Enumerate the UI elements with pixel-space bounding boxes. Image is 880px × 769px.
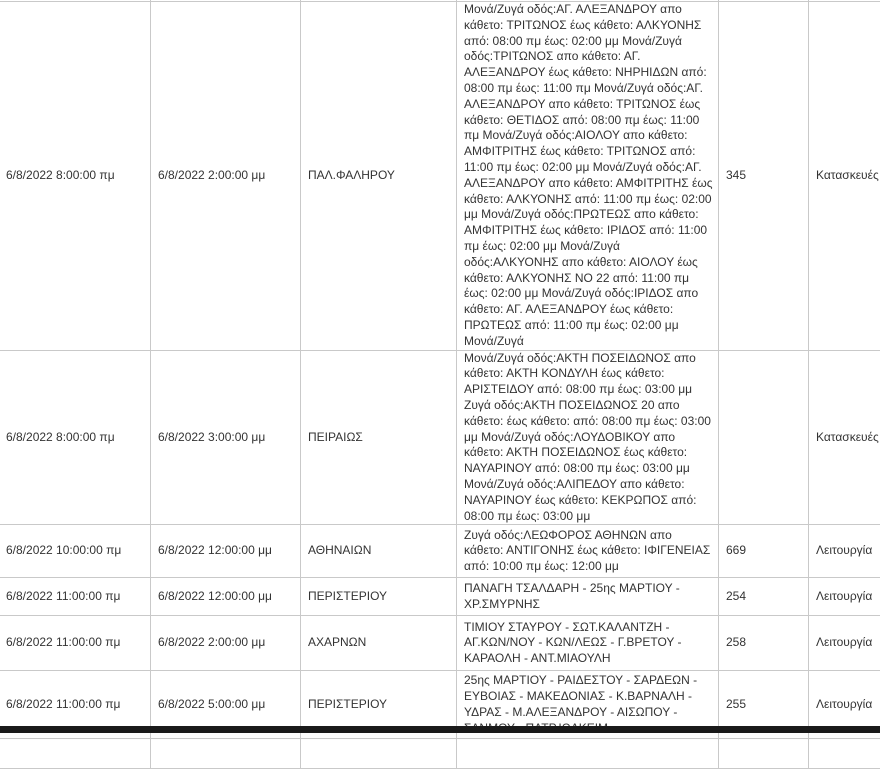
number-cell: 254	[719, 578, 809, 616]
end-time-cell: 6/8/2022 2:00:00 μμ	[151, 2, 301, 351]
table-row	[0, 2, 880, 351]
number-cell: 345	[719, 2, 809, 351]
area-cell: ΠΑΛ.ΦΑΛΗΡΟΥ	[301, 2, 457, 351]
bottom-edge-bar	[0, 726, 880, 733]
empty-cell	[809, 739, 880, 769]
number-cell: 255	[719, 671, 809, 739]
empty-cell	[151, 739, 301, 769]
number-cell: 258	[719, 616, 809, 671]
type-cell: Κατασκευές	[809, 2, 880, 351]
empty-cell	[0, 739, 151, 769]
type-cell: Λειτουργία	[809, 616, 880, 671]
start-time-cell: 6/8/2022 10:00:00 πμ	[0, 525, 151, 578]
type-cell: Λειτουργία	[809, 525, 880, 578]
table-row	[0, 350, 880, 525]
area-cell: ΑΘΗΝΑΙΩΝ	[301, 525, 457, 578]
description-cell: 25ης ΜΑΡΤΙΟΥ - ΡΑΙΔΕΣΤΟΥ - ΣΑΡΔΕΩΝ - ΕΥΒΟΙΑΣ - ΜΑΚΕΔΟΝΙΑΣ - Κ.ΒΑΡΝΑΛΗ - ΥΔΡΑΣ - Μ.ΑΛΕΞΑΝΔΡΟΥ - ΑΙΣΩΠΟΥ -	[457, 671, 719, 739]
start-time-cell: 6/8/2022 11:00:00 πμ	[0, 616, 151, 671]
end-time-cell: 6/8/2022 2:00:00 μμ	[151, 616, 301, 671]
type-cell: Λειτουργία	[809, 578, 880, 616]
area-cell: ΑΧΑΡΝΩΝ	[301, 616, 457, 671]
end-time-cell: 6/8/2022 5:00:00 μμ	[151, 671, 301, 739]
number-cell	[719, 350, 809, 525]
start-time-cell: 6/8/2022 8:00:00 πμ	[0, 350, 151, 525]
start-time-cell: 6/8/2022 11:00:00 πμ	[0, 671, 151, 739]
empty-cell	[301, 739, 457, 769]
table-row	[0, 616, 880, 671]
end-time-cell: 6/8/2022 3:00:00 μμ	[151, 350, 301, 525]
description-cell: Μονά/Ζυγά οδός:ΑΚΤΗ ΠΟΣΕΙΔΩΝΟΣ απο κάθετο: ΑΚΤΗ ΚΟΝΔΥΛΗ έως κάθετο: ΑΡΙΣΤΕΙΔΟΥ από: 08:00 πμ έως: 03:00 μμ Ζυγά οδός:ΑΚΤΗ ΠΟΣΕΙΔΩΝΟΣ 20 απο κάθετο: έως κάθετο: από: 08:00 πμ έως: 03:00 μμ Μονά/Ζυγά οδός:ΛΟΥΔΟΒΙΚΟΥ απο κάθετο: ΑΚΤΗ ΠΟΣΕΙΔΩΝΟΣ έως κάθετο: ΝΑΥΑΡΙΝΟΥ από: 08:00 πμ έως: 03:00 μμ Μονά/Ζυγά οδός:ΑΛΙΠΕΔΟΥ απο κάθετο: ΝΑΥΑΡΙΝΟΥ έως κάθετο: ΚΕΚΡΩΠΟΣ από: 08:00 πμ έως: 03:00 μμ	[457, 350, 719, 525]
table-row	[0, 739, 880, 769]
area-cell: ΠΕΡΙΣΤΕΡΙΟΥ	[301, 578, 457, 616]
end-time-cell: 6/8/2022 12:00:00 μμ	[151, 578, 301, 616]
empty-cell	[719, 739, 809, 769]
area-cell: ΠΕΡΙΣΤΕΡΙΟΥ	[301, 671, 457, 739]
table-row	[0, 578, 880, 616]
area-cell: ΠΕΙΡΑΙΩΣ	[301, 350, 457, 525]
description-cell: Ζυγά οδός:ΛΕΩΦΟΡΟΣ ΑΘΗΝΩΝ απο κάθετο: ΑΝΤΙΓΟΝΗΣ έως κάθετο: ΙΦΙΓΕΝΕΙΑΣ από: 10:00 πμ έως: 12:00 μμ	[457, 525, 719, 578]
end-time-cell: 6/8/2022 12:00:00 μμ	[151, 525, 301, 578]
type-cell: Λειτουργία	[809, 671, 880, 739]
table-row	[0, 525, 880, 578]
empty-cell	[457, 739, 719, 769]
description-cell: Μονά/Ζυγά οδός:ΑΓ. ΑΛΕΞΑΝΔΡΟΥ απο κάθετο: ΤΡΙΤΩΝΟΣ έως κάθετο: ΑΛΚΥΟΝΗΣ από: 08:00 πμ έως: 02:00 μμ Μονά/Ζυγά οδός:ΤΡΙΤΩΝΟΣ απο κάθετο: ΑΓ. ΑΛΕΞΑΝΔΡΟΥ έως κάθετο: ΝΗΡΗΙΔΩΝ από: 08:00 πμ έως: 11:00 πμ Μονά/Ζυγά οδός:ΑΓ. ΑΛΕΞΑΝΔΡΟΥ απο κάθετο: ΤΡΙΤΩΝΟΣ έως κάθετο: ΘΕΤΙΔΟΣ από: 08:00 πμ έως: 11:00 πμ Μονά/Ζυγά οδός:ΑΙΟΛΟΥ απο κάθετο: ΑΜΦΙΤΡΙΤΗΣ έως κάθετο: ΤΡΙΤΩΝΟΣ από: 11:00 πμ έως: 02:00 μμ Μονά/Ζυγά οδός:ΑΓ. ΑΛΕΞΑΝΔΡΟΥ απο κάθετο: ΑΜΦΙΤΡΙΤΗΣ έως κάθετο: ΑΛΚΥΟΝΗΣ από: 11:00 πμ έως: 02:00 μμ Μονά/Ζυγά οδός:ΠΡΩΤΕΩΣ απο κάθετο: ΑΜΦΙΤΡΙΤΗΣ έως κάθετο: ΙΡΙΔΟΣ από: 11:00 πμ έως: 02:00 μμ Μονά/Ζυγά οδός:ΑΛΚΥΟΝΗΣ απο κάθετο: ΑΙΟΛΟΥ έως κάθετο: ΑΛΚΥΟΝΗΣ ΝΟ 22 από: 11:00 πμ έως: 02:00 μμ Μονά/Ζυγά οδός:ΙΡΙΔΟΣ απο κάθετο: ΑΓ. ΑΛΕΞΑΝΔΡΟΥ έως κάθετο: ΠΡΩΤΕΩΣ από: 11:00 πμ έως: 02:00 μμ Μονά/Ζυγά	[457, 2, 719, 351]
start-time-cell: 6/8/2022 8:00:00 πμ	[0, 2, 151, 351]
number-cell: 669	[719, 525, 809, 578]
type-cell: Κατασκευές	[809, 350, 880, 525]
start-time-cell: 6/8/2022 11:00:00 πμ	[0, 578, 151, 616]
description-cell: ΤΙΜΙΟΥ ΣΤΑΥΡΟΥ - ΣΩΤ.ΚΑΛΑΝΤΖΗ - ΑΓ.ΚΩΝ/ΝΟΥ - ΚΩΝ/ΛΕΩΣ - Γ.ΒΡΕΤΟΥ - ΚΑΡΑΟΛΗ - ΑΝΤ.ΜΙΑΟΥΛΗ	[457, 616, 719, 671]
description-cell: ΠΑΝΑΓΗ ΤΣΑΛΔΑΡΗ - 25ης ΜΑΡΤΙΟΥ - ΧΡ.ΣΜΥΡΝΗΣ	[457, 578, 719, 616]
